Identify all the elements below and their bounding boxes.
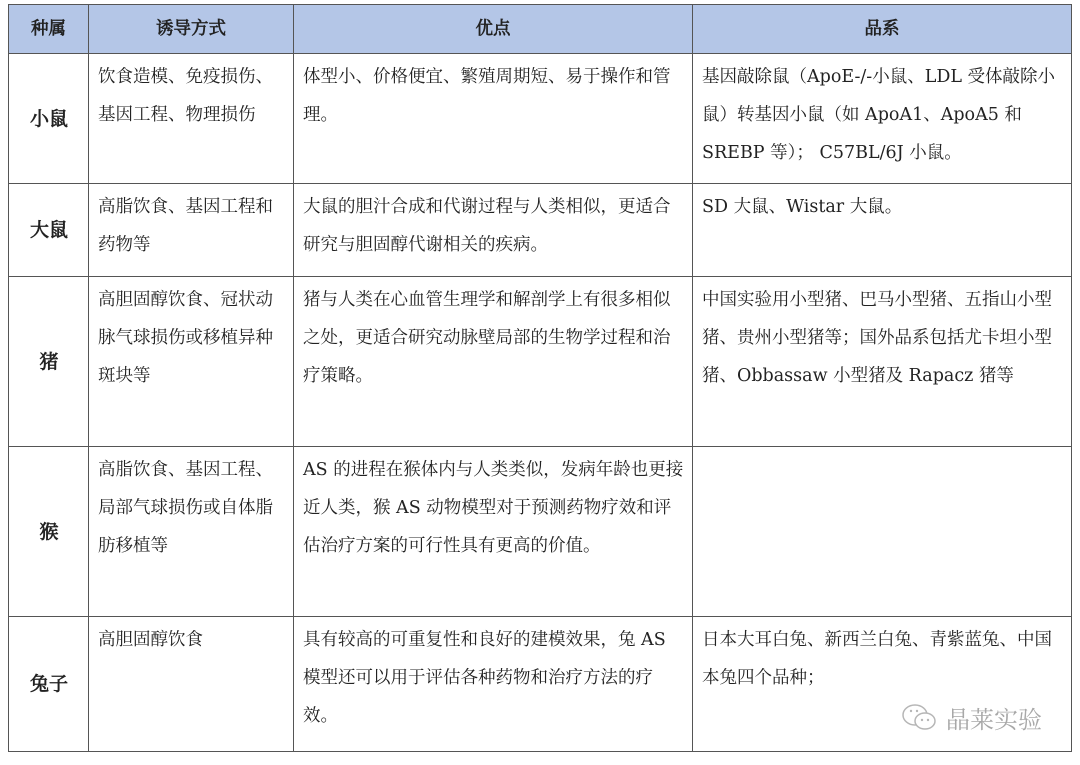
header-induction: 诱导方式 [89,5,294,54]
advantages-cell: 具有较高的可重复性和良好的建模效果，兔 AS 模型还可以用于评估各种药物和治疗方法的疗效。 [294,617,693,752]
table-row [9,184,1072,277]
induction-cell: 高脂饮食、基因工程、局部气球损伤或自体脂肪移植等 [89,447,294,617]
advantages-cell: 猪与人类在心血管生理学和解剖学上有很多相似之处，更适合研究动脉壁局部的生物学过程和治疗策略。 [294,277,693,447]
species-cell: 猴 [9,447,89,617]
table-row [9,277,1072,447]
header-species: 种属 [9,5,89,54]
animal-model-table [8,4,1072,752]
header-row [9,5,1072,54]
advantages-cell: 大鼠的胆汁合成和代谢过程与人类相似，更适合研究与胆固醇代谢相关的疾病。 [294,184,693,277]
strains-cell: SD 大鼠、Wistar 大鼠。 [693,184,1072,277]
induction-cell: 饮食造模、免疫损伤、基因工程、物理损伤 [89,54,294,184]
header-advantages: 优点 [294,5,693,54]
species-cell: 小鼠 [9,54,89,184]
species-cell: 大鼠 [9,184,89,277]
strains-cell: 日本大耳白兔、新西兰白兔、青紫蓝兔、中国本兔四个品种； [693,617,1072,752]
table-row [9,447,1072,617]
watermark [900,700,1042,735]
table-row [9,54,1072,184]
species-cell: 猪 [9,277,89,447]
induction-cell: 高脂饮食、基因工程和药物等 [89,184,294,277]
header-strains: 品系 [693,5,1072,54]
induction-cell: 高胆固醇饮食 [89,617,294,752]
watermark-text: 晶莱实验 [946,706,1042,734]
strains-cell: 基因敲除鼠（ApoE-/-小鼠、LDL 受体敲除小鼠）转基因小鼠（如 ApoA1、ApoA5 和 SREBP 等）； C57BL/6J 小鼠。 [693,54,1072,184]
advantages-cell: 体型小、价格便宜、繁殖周期短、易于操作和管理。 [294,54,693,184]
wechat-icon [900,702,940,734]
advantages-cell: AS 的进程在猴体内与人类类似，发病年龄也更接近人类，猴 AS 动物模型对于预测药物疗效和评估治疗方案的可行性具有更高的价值。 [294,447,693,617]
induction-cell: 高胆固醇饮食、冠状动脉气球损伤或移植异种斑块等 [89,277,294,447]
species-cell: 兔子 [9,617,89,752]
strains-cell [693,447,1072,617]
strains-cell: 中国实验用小型猪、巴马小型猪、五指山小型猪、贵州小型猪等；国外品系包括尤卡坦小型猪、Obbassaw 小型猪及 Rapacz 猪等 [693,277,1072,447]
